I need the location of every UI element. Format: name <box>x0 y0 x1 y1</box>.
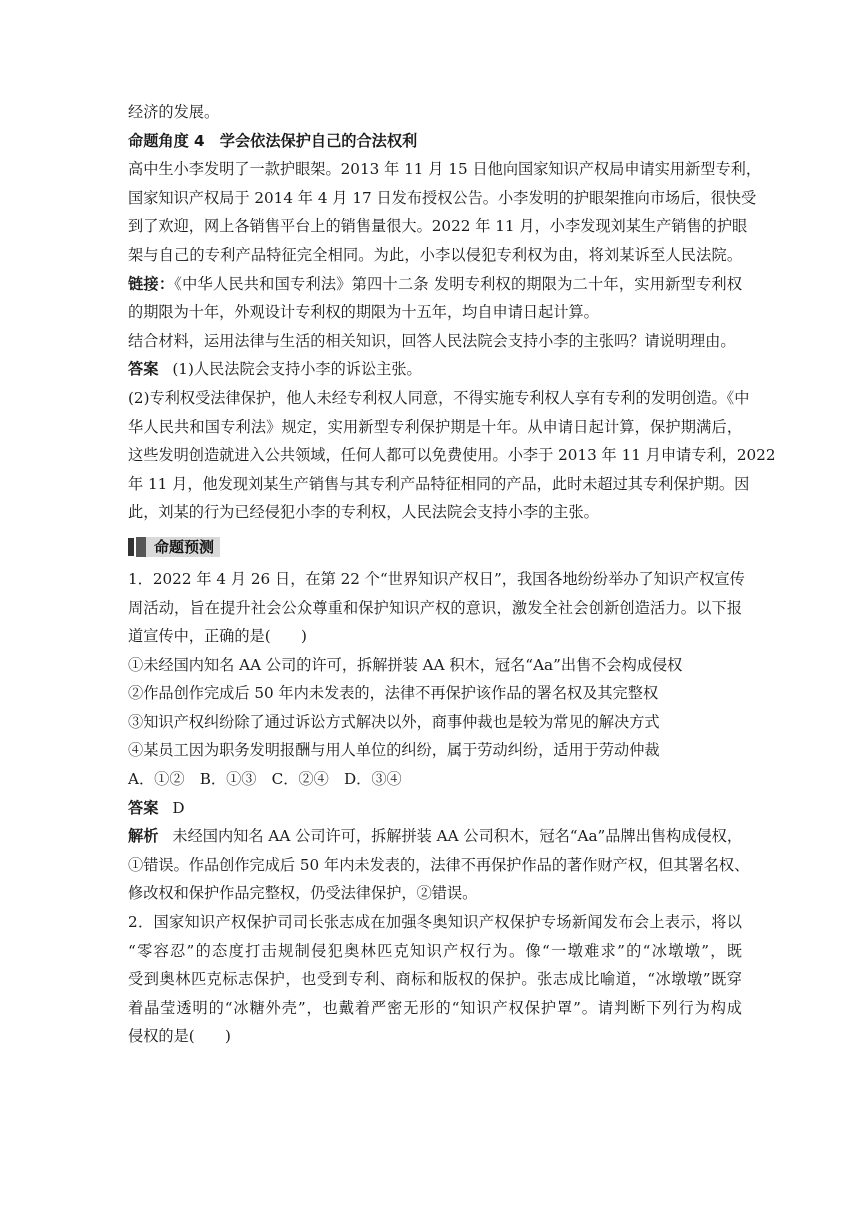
material-line: 到了欢迎，网上各销售平台上的销售量很大。2022 年 11 月，小李发现刘某生产销售的护眼 <box>128 217 748 236</box>
material-line: 架与自己的专利产品特征完全相同。为此，小李以侵犯专利权为由，将刘某诉至人民法院。 <box>128 245 742 264</box>
option-line: ①未经国内知名 AA 公司的许可，拆解拼装 AA 积木，冠名“Aa”出售不会构成侵权 <box>128 655 683 674</box>
answer-label: 答案 <box>128 360 159 379</box>
material-line: 高中生小李发明了一款护眼架。2013 年 11 月 15 日他向国家知识产权局申请实用新型专利， <box>128 160 762 179</box>
paragraph-line: 经济的发展。 <box>128 103 220 121</box>
answer-line: 此，刘某的行为已经侵犯小李的专利权，人民法院会支持小李的主张。 <box>128 503 599 522</box>
question-line: 结合材料，运用法律与生活的相关知识，回答人民法院会支持小李的主张吗？请说明理由。 <box>128 331 736 350</box>
link-text: 《中华人民共和国专利法》第四十二条 发明专利权的期限为二十年，实用新型专利权 <box>174 274 743 293</box>
answer-text: D <box>172 798 185 817</box>
answer-text: (1)人民法院会支持小李的诉讼主张。 <box>172 360 422 379</box>
analysis-line <box>128 822 742 851</box>
section-header <box>128 535 742 559</box>
answer-line <box>128 355 742 384</box>
option-line: ③知识产权纠纷除了通过诉讼方式解决以外，商事仲裁也是较为常见的解决方式 <box>128 712 660 731</box>
answer-line <box>128 794 742 823</box>
option-line: ②作品创作完成后 50 年内未发表的，法律不再保护该作品的署名权及其完整权 <box>128 684 659 703</box>
link-line: 的期限为十年，外观设计专利权的期限为十五年，均自申请日起计算。 <box>128 303 599 322</box>
section-title: 命题预测 <box>136 537 220 557</box>
question-stem-line: 道宣传中，正确的是( ) <box>128 627 307 646</box>
question-stem-line: 1．2022 年 4 月 26 日，在第 22 个“世界知识产权日”，我国各地纷纷举办了知识产权宣传 <box>128 569 745 588</box>
question-stem-line: 周活动，旨在提升社会公众尊重和保护知识产权的意识，激发全社会创新创造活力。以下报 <box>128 598 742 617</box>
question-stem-line: 受到奥林匹克标志保护，也受到专利、商标和版权的保护。张志成比喻道，“冰墩墩”既穿 <box>128 970 742 989</box>
document-page <box>128 98 776 1051</box>
choices-line: A．①② B．①③ C．②④ D．③④ <box>128 770 402 789</box>
material-line: 国家知识产权局于 2014 年 4 月 17 日发布授权公告。小李发明的护眼架推向市场后，很快受 <box>128 188 757 207</box>
answer-line: 年 11 月，他发现刘某生产销售与其专利产品特征相同的产品，此时未超过其专利保护期。因 <box>128 474 750 493</box>
link-label: 链接： <box>128 274 175 293</box>
question-stem-line: “零容忍”的态度打击规制侵犯奥林匹克知识产权行为。像“一墩难求”的“冰墩墩”，既 <box>128 941 742 960</box>
answer-line: 这些发明创造就进入公共领域，任何人都可以免费使用。小李于 2013 年 11 月申请专利，2022 <box>128 446 776 465</box>
analysis-line: 修改权和保护作品完整权，仍受法律保护，②错误。 <box>128 884 478 903</box>
link-line <box>128 270 742 299</box>
angle-title: 命题角度 4 学会依法保护自己的合法权利 <box>128 131 418 150</box>
section-marker-icon <box>128 538 134 556</box>
question-stem-line: 侵权的是( ) <box>128 1027 231 1046</box>
question-stem-line: 2．国家知识产权保护司司长张志成在加强冬奥知识产权保护专场新闻发布会上表示，将以 <box>128 913 742 932</box>
analysis-line: ①错误。作品创作完成后 50 年内未发表的，法律不再保护作品的著作财产权，但其署名权、 <box>128 855 750 874</box>
answer-label: 答案 <box>128 798 159 817</box>
answer-line: (2)专利权受法律保护，他人未经专利权人同意，不得实施专利权人享有专利的发明创造。《中 <box>128 388 750 407</box>
analysis-text: 未经国内知名 AA 公司许可，拆解拼装 AA 公司积木，冠名“Aa”品牌出售构成侵权， <box>172 827 743 846</box>
analysis-label: 解析 <box>128 827 159 846</box>
option-line: ④某员工因为职务发明报酬与用人单位的纠纷，属于劳动纠纷，适用于劳动仲裁 <box>128 741 660 760</box>
answer-line: 华人民共和国专利法》规定，实用新型专利保护期是十年。从申请日起计算，保护期满后， <box>128 417 742 436</box>
question-stem-line: 着晶莹透明的“冰糖外壳”，也戴着严密无形的“知识产权保护罩”。请判断下列行为构成 <box>128 998 742 1017</box>
